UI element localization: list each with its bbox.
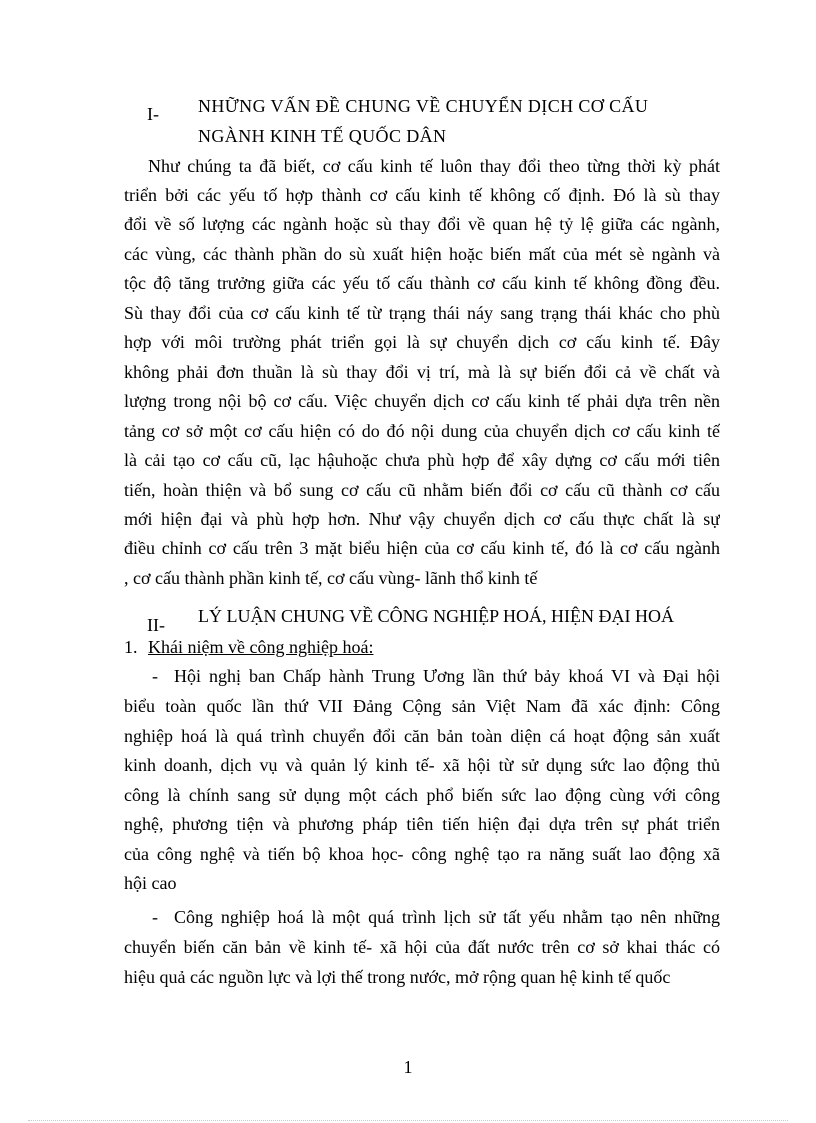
bullet-line: kinh doanh, dịch vụ và quản lý kinh tế- xã hội từ sử dụng sức lao động thủ <box>124 755 720 775</box>
paragraph-line: , cơ cấu thành phần kinh tế, cơ cấu vùng- lãnh thổ kinh tế <box>124 568 538 588</box>
paragraph-line: điều chỉnh cơ cấu trên 3 mặt biểu hiện của cơ cấu kinh tế, đó là cơ cấu ngành <box>124 538 720 558</box>
paragraph-line: lượng trong nội bộ cơ cấu. Việc chuyển dịch cơ cấu kinh tế phải dựa trên nền <box>124 391 720 411</box>
bullet-line: biểu toàn quốc lần thứ VII Đảng Cộng sản Việt Nam đã xác định: Công <box>124 696 720 716</box>
bullet-marker: - <box>152 907 158 927</box>
subsection-1-title: Khái niệm về công nghiệp hoá: <box>148 637 374 657</box>
bullet-marker: - <box>152 666 158 686</box>
bullet-first-line: Hội nghị ban Chấp hành Trung Ương lần thứ bảy khoá VI và Đại hội <box>174 666 720 686</box>
paragraph-line: Như chúng ta đã biết, cơ cấu kinh tế luôn thay đổi theo từng thời kỳ phát <box>148 156 720 176</box>
paragraph-line: là cải tạo cơ cấu cũ, lạc hậuhoặc chưa phù hợp để xây dựng cơ cấu mới tiên <box>124 450 720 470</box>
subsection-1-number: 1. <box>124 637 138 657</box>
paragraph-line: các vùng, các thành phần do sù xuất hiện hoặc biến mất của mét sè ngành và <box>124 244 720 264</box>
bullet-line: công là chính sang sử dụng một cách phổ biến sức lao động cùng với công <box>124 785 720 805</box>
paragraph-line: triển bởi các yếu tố hợp thành cơ cấu kinh tế không cố định. Đó là sù thay <box>124 185 720 205</box>
page-bottom-divider <box>28 1120 788 1121</box>
paragraph-line: tảng cơ sở một cơ cấu hiện có do đó nội dung của chuyển dịch cơ cấu kinh tế <box>124 421 720 441</box>
bullet-line: hội cao <box>124 873 177 893</box>
section-1-number: I- <box>147 104 159 124</box>
bullet-line: nghệ, phương tiện và phương pháp tiên tiến hiện đại dựa trên sự phát triển <box>124 814 720 834</box>
paragraph-line: tiến, hoàn thiện và bổ sung cơ cấu cũ nhằm biến đổi cơ cấu cũ thành cơ cấu <box>124 480 720 500</box>
bullet-line: của công nghệ và tiến bộ khoa học- công nghệ tạo ra năng suất lao động xã <box>124 844 720 864</box>
bullet-line: hiệu quả các nguồn lực và lợi thế trong nước, mở rộng quan hệ kinh tế quốc <box>124 967 671 987</box>
paragraph-line: mới hiện đại và phù hợp hơn. Như vậy chuyển dịch cơ cấu thực chất là sự <box>124 509 720 529</box>
section-2-title: LÝ LUẬN CHUNG VỀ CÔNG NGHIỆP HOÁ, HIỆN ĐẠI HOÁ <box>198 606 674 626</box>
paragraph-line: hợp với môi trường phát triển gọi là sự chuyển dịch cơ cấu kinh tế. Đây <box>124 332 720 352</box>
bullet-line: chuyển biến căn bản về kinh tế- xã hội của đất nước trên cơ sở khai thác có <box>124 937 720 957</box>
paragraph-line: Sù thay đổi của cơ cấu kinh tế từ trạng thái náy sang trạng thái khác cho phù <box>124 303 720 323</box>
section-1-title-line-1: NHỮNG VẤN ĐỀ CHUNG VỀ CHUYỂN DỊCH CƠ CẤU <box>198 96 649 116</box>
section-1-title-line-2: NGÀNH KINH TẾ QUỐC DÂN <box>198 126 447 146</box>
paragraph-line: tộc độ tăng trưởng giữa các yếu tố cấu thành cơ cấu kinh tế không đồng đều. <box>124 273 720 293</box>
bullet-line: nghiệp hoá là quá trình chuyển đổi căn bản toàn diện cá hoạt động sản xuất <box>124 726 720 746</box>
bullet-first-line: Công nghiệp hoá là một quá trình lịch sử tất yếu nhằm tạo nên những <box>174 907 720 927</box>
paragraph-line: không phải đơn thuần là sù thay đổi vị trí, mà là sự biến đổi cả về chất và <box>124 362 720 382</box>
page-number: 1 <box>403 1057 413 1077</box>
paragraph-line: đổi về số lượng các ngành hoặc sù thay đổi về quan hệ tỷ lệ giữa các ngành, <box>124 214 720 234</box>
section-2-number: II- <box>147 615 165 635</box>
